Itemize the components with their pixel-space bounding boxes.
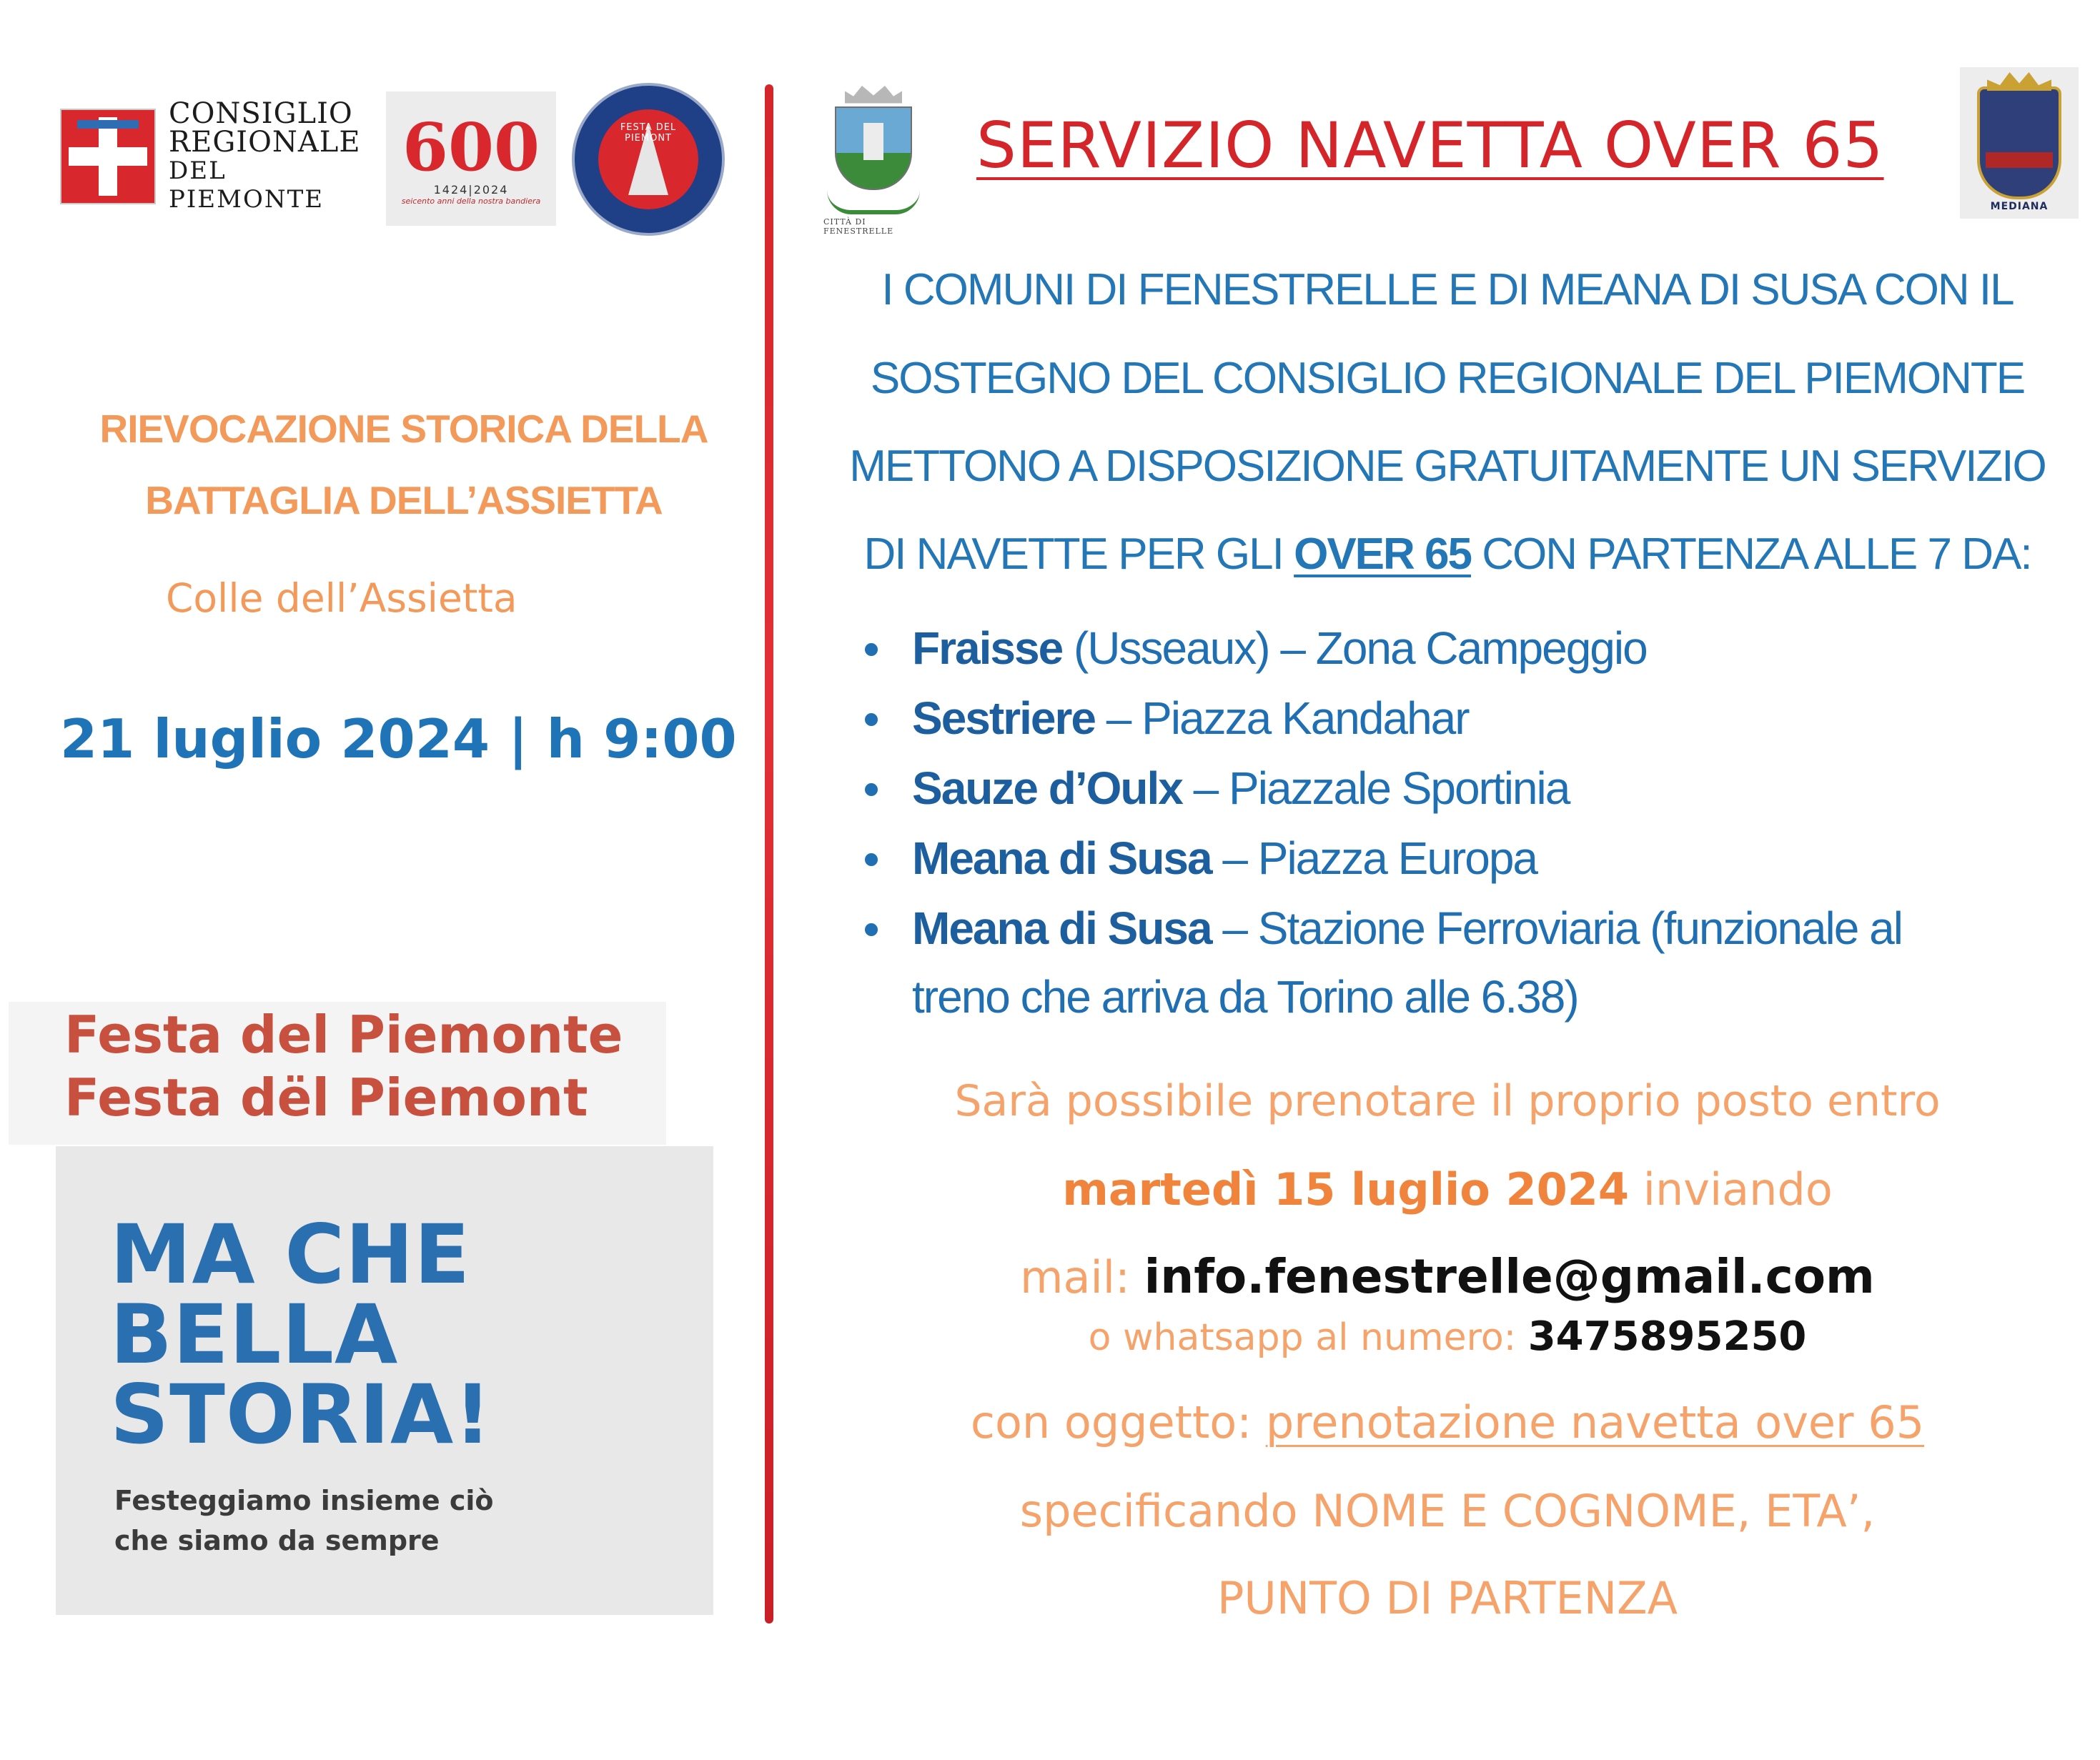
crown-icon [845,86,902,104]
booking-sending: inviando [1629,1163,1833,1215]
object-line [822,1396,2073,1448]
600-number: 600 [402,109,540,186]
storia-sub1: Festeggiamo insieme ciò [114,1485,494,1516]
booking-line1: Sarà possibile prenotare il proprio posto entro [954,1076,1941,1126]
stop-detail: – Piazza Kandahar [1094,692,1469,744]
storia-title [110,1207,492,1462]
over-65-highlight: OVER 65 [1294,530,1471,579]
whatsapp-line [822,1313,2073,1360]
consiglio-regionale-logo [60,97,379,214]
stop-place: Sauze d’Oulx [912,762,1182,814]
festa-line1: Festa del Piemonte [64,1005,623,1065]
stop-place: Sestriere [912,692,1095,744]
consiglio-line2: REGIONALE [169,126,361,159]
storia-line3: STORIA! [110,1367,492,1462]
intro-line2: SOSTEGNO DEL CONSIGLIO REGIONALE DEL PIEMONTE [870,354,2025,403]
event-title-line1: RIEVOCAZIONE STORICA DELLA [99,407,708,451]
crest-icon [1977,86,2061,212]
stop-place: Fraisse [912,622,1063,674]
event-location: Colle dell’Assietta [166,575,517,621]
consiglio-logo-text [169,99,379,214]
seal-ring-text: FESTA DEL PIEMONT [620,122,677,144]
mail-line [822,1249,2073,1304]
stop-detail: (Usseaux) – Zona Campeggio [1062,622,1647,674]
piemonte-flag-icon [60,109,156,204]
booking-deadline: martedì 15 luglio 2024 [1062,1163,1630,1215]
stop-detail: – Piazza Europa [1211,832,1537,884]
intro-line4-post: CON PARTENZA ALLE 7 DA: [1471,530,2031,579]
stop-place: Meana di Susa [912,903,1212,954]
storia-sub2: che siamo da sempre [114,1525,440,1556]
shield-icon [835,106,912,190]
event-title-line2: BATTAGLIA DELL’ASSIETTA [145,478,663,522]
storia-subtitle [114,1481,494,1561]
bullet-icon [865,923,878,936]
festa-piemont-seal-logo [572,83,725,236]
stop-detail: – Stazione Ferroviaria (funzionale al [1211,903,1902,954]
intro-line4 [822,529,2073,580]
intro-line3: METTONO A DISPOSIZIONE GRATUITAMENTE UN SERVIZIO [849,442,2046,491]
departure-point-line: PUNTO DI PARTENZA [1217,1572,1678,1624]
meana-crest-logo [1960,67,2079,219]
fenestrelle-caption: CITTÀ DI FENESTRELLE [823,217,894,236]
bullet-icon [865,643,878,656]
laurel-icon [827,190,920,214]
whatsapp-label: o whatsapp al numero: [1088,1316,1528,1359]
600-years: 1424|2024 [433,183,509,197]
object-label: con oggetto: [970,1396,1266,1448]
stop-detail: – Piazzale Sportinia [1182,762,1570,814]
stop-continuation: treno che arriva da Torino alle 6.38) [912,971,1578,1023]
bullet-icon [865,783,878,796]
booking-deadline-line [822,1163,2073,1215]
event-date: 21 luglio 2024 | h 9:00 [60,707,737,770]
600-anni-logo [386,91,556,226]
object-text: prenotazione navetta over 65 [1265,1396,1925,1448]
stop-place: Meana di Susa [912,832,1212,884]
bullet-icon [865,713,878,726]
intro-line1: I COMUNI DI FENESTRELLE E DI MEANA DI SUSA CON IL [881,265,2014,314]
red-divider [765,84,773,1624]
bullet-icon [865,853,878,866]
festa-line2: Festa dël Piemont [64,1068,588,1128]
intro-line4-pre: DI NAVETTE PER GLI [863,530,1294,579]
consiglio-line3: DEL PIEMONTE [169,156,325,214]
600-tagline: seicento anni della nostra bandiera [401,197,541,206]
fenestrelle-crest-logo [823,86,923,236]
storia-line2: BELLA [110,1287,399,1382]
email-address: info.fenestrelle@gmail.com [1144,1249,1875,1304]
consiglio-line1: CONSIGLIO [169,97,353,130]
service-title: SERVIZIO NAVETTA OVER 65 [976,109,1884,182]
mail-label: mail: [1020,1251,1144,1303]
specify-line: specificando NOME E COGNOME, ETA’, [1019,1485,1876,1537]
phone-number: 3475895250 [1527,1313,1807,1360]
meana-label: MEDIANA [1990,201,2049,212]
storia-line1: MA CHE [110,1207,471,1302]
